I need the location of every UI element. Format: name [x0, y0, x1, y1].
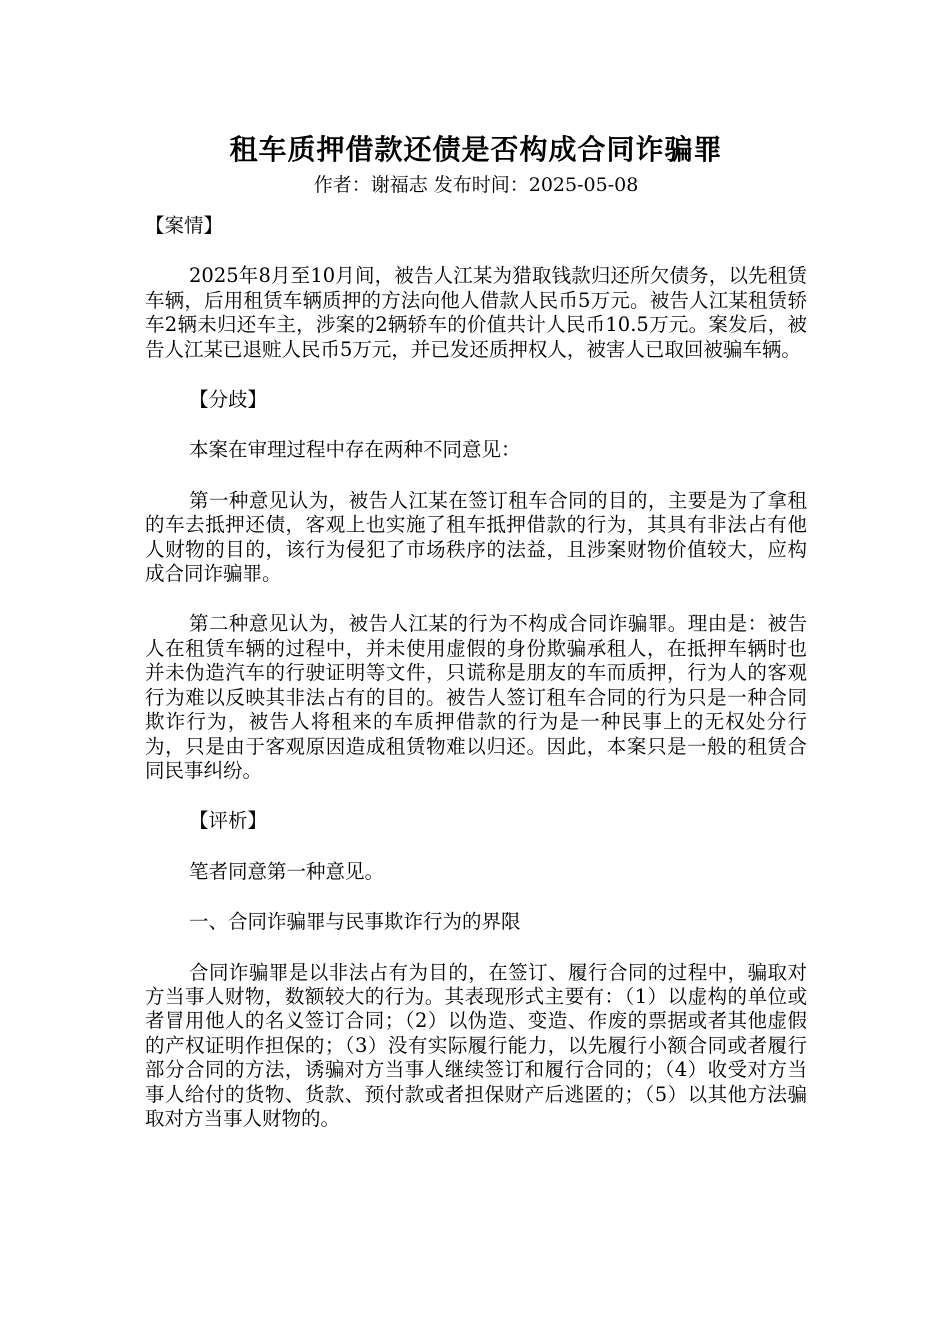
opinion-one-paragraph: 第一种意见认为，被告人江某在签订租车合同的目的，主要是为了拿租的车去抵押还债，客观上也实施了租车抵押借款的行为，其具有非法占有他人财物的目的，该行为侵犯了市场秩序的法益，且涉案财物价值较大，应构成合同诈骗罪。: [145, 488, 807, 586]
dispute-heading: 【分歧】: [189, 388, 268, 412]
dispute-intro-paragraph: 本案在审理过程中存在两种不同意见：: [189, 438, 521, 462]
subheading-one: 一、合同诈骗罪与民事欺诈行为的界限: [189, 910, 521, 934]
article-title: 租车质押借款还债是否构成合同诈骗罪: [229, 133, 723, 166]
analysis-intro-paragraph: 笔者同意第一种意见。: [189, 859, 385, 883]
case-heading: 【案情】: [145, 214, 224, 237]
analysis-paragraph: 合同诈骗罪是以非法占有为目的，在签订、履行合同的过程中，骗取对方当事人财物，数额较大的行为。其表现形式主要有：（1）以虚构的单位或者冒用他人的名义签订合同；（2）以伪造、变造、作废的票据或者其他虚假的产权证明作担保的；（3）没有实际履行能力，以先履行小额合同或者履行部分合同的方法，诱骗对方当事人继续签订和履行合同的；（4）收受对方当事人给付的货物、货款、预付款或者担保财产后逃匿的；（5）以其他方法骗取对方当事人财物的。: [145, 960, 807, 1130]
article-meta: 作者：谢福志 发布时间：2025-05-08: [313, 174, 639, 196]
document-page: [145, 130, 807, 1157]
analysis-heading: 【评析】: [189, 809, 268, 833]
case-paragraph: 2025年8月至10月间，被告人江某为猎取钱款归还所欠债务，以先租赁车辆，后用租赁车辆质押的方法向他人借款人民币5万元。被告人江某租赁轿车2辆未归还车主，涉案的2辆轿车的价值共计人民币10.5万元。案发后，被告人江某已退赃人民币5万元，并已发还质押权人，被害人已取回被骗车辆。: [145, 264, 807, 361]
opinion-two-paragraph: 第二种意见认为，被告人江某的行为不构成合同诈骗罪。理由是：被告人在租赁车辆的过程中，并未使用虚假的身份欺骗承租人，在抵押车辆时也并未伪造汽车的行驶证明等文件，只谎称是朋友的车而质押，行为人的客观行为难以反映其非法占有的目的。被告人签订租车合同的行为只是一种合同欺诈行为，被告人将租来的车质押借款的行为是一种民事上的无权处分行为，只是由于客观原因造成租赁物难以归还。因此，本案只是一般的租赁合同民事纠纷。: [145, 612, 807, 782]
